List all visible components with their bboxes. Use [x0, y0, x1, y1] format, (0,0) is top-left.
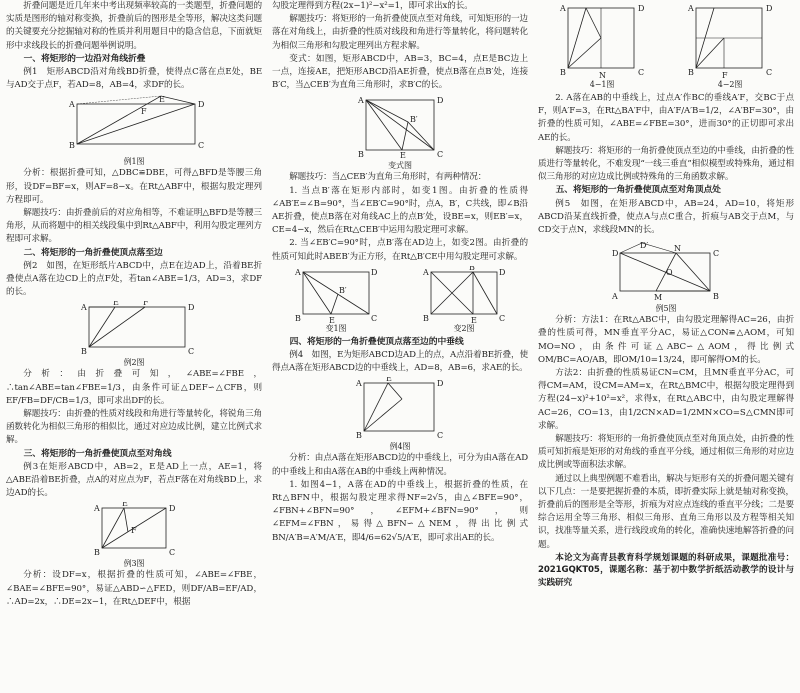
figure-4-1-caption: 4−1图 [589, 80, 615, 89]
svg-text:D: D [437, 379, 444, 389]
tip-1: 解题技巧：由折叠前后的对应角相等，不难证明△BFD是等腰三角形，从而将题中的相关线段集中到Rt△ABF中，利用勾股定理列方程即可求解。 [6, 208, 262, 245]
example-4-figure [350, 377, 450, 441]
svg-text:C: C [499, 313, 506, 323]
example-1-figure [59, 94, 209, 156]
column-3 [538, 0, 794, 590]
svg-text:B: B [94, 548, 100, 558]
svg-text:E: E [159, 95, 165, 105]
svg-text:A: A [358, 96, 364, 106]
section-4-heading: 四、将矩形的一角折叠使顶点落至边的中垂线 [289, 336, 464, 347]
analysis-5-method-2: 方法2：由折叠的性质易证CN=CM，且MN垂直平分AC，可得CM=AM，设CM=AM=x，在Rt△BMC中，根据勾股定理得到方程(24−x)²+10²=x²，求得x，在Rt△ABC中，由勾股定理解得AC=26，CO=13，由1/2CN×AD=1/2MN×CO=S△CMN即可求解。 [538, 368, 794, 431]
svg-text:C: C [638, 68, 645, 77]
svg-text:D: D [766, 4, 773, 13]
conclusion: 通过以上典型例题不难看出，解决与矩形有关的折叠问题关键有以下几点：一是要把握折叠的本质，即折叠实际上就是轴对称变换，折叠前后的图形是全等形，折痕为对应点连线的垂直平分线；二是要综合运用全等三角形、相似三角形、直角三角形以及方程等相关知识，找准等量关系，进行线段或角的转化，准确快速地解答折叠的问题。 [538, 473, 794, 550]
svg-text:E: E [329, 315, 335, 324]
example-2-caption: 例2图 [123, 358, 145, 368]
example-1-text: 例1 矩形ABCD沿对角线BD折叠，使得点C落在点E处，BE与AD交于点F，若AD=8，AB=4，求DF的长。 [6, 67, 262, 91]
svg-text:C: C [437, 150, 444, 160]
svg-text:A: A [295, 267, 301, 277]
example-3-caption: 例3图 [123, 559, 145, 569]
svg-text:B: B [81, 347, 87, 357]
svg-text:E: E [122, 502, 128, 509]
svg-text:B: B [713, 292, 719, 302]
column-2 [272, 0, 528, 545]
svg-text:N: N [674, 244, 681, 254]
svg-text:A: A [356, 379, 362, 389]
analysis-4: 分析：由点A落在矩形ABCD边的中垂线上，可分为由A落在AD的中垂线上和由A落在AB的中垂线上两种情况。 [272, 453, 528, 477]
svg-text:C: C [188, 347, 195, 357]
tip-4: 解题技巧：当△CEB′为直角三角形时，有两种情况： [289, 172, 487, 183]
svg-text:C: C [437, 431, 444, 441]
section-5-heading: 五、将矩形的一角折叠使顶点至对角顶点处 [555, 185, 721, 196]
example-4-caption: 例4图 [389, 442, 411, 452]
svg-text:B: B [356, 431, 362, 441]
intro-paragraph: 折叠问题是近几年来中考出现频率较高的一类题型，折叠问题的实质是图形的轴对称变换，折叠前后的图形是全等形，解决这类问题的关键要充分挖掘轴对称的性质并利用题目中的隐含信息，下面就矩形中求线段长的折叠问题举例说明。 [6, 1, 262, 51]
variant-caption: 变式图 [388, 161, 412, 171]
column-1 [6, 0, 262, 609]
analysis-5-method-1: 分析：方法1：在Rt△ABC中，由勾股定理解得AC=26，由折叠的性质可得，MN垂直平分AC，易证△CON≌△AOM，可知MO=NO，由条件可证△ABC∽△AOM，得比例式OM/BC=AO/AB，即OM/10=13/24，即可解得OM的长。 [538, 315, 794, 365]
svg-text:D: D [188, 303, 195, 313]
svg-text:C: C [766, 68, 773, 77]
tip-6: 解题技巧：将矩形的一角折叠使顶点至对角顶点处，由折叠的性质可知折痕是矩形的对角线的垂直平分线，通过相似三角形的对应边成比例或等面积法求解。 [538, 434, 794, 471]
analysis-1: 分析：根据折叠可知，△DBC≌DBE，可得△BFD是等腰三角形，设DF=BF=x，则AF=8−x。在Rt△ABF中，根据勾股定理列方程即可。 [6, 168, 262, 205]
svg-text:B: B [688, 68, 694, 77]
svg-text:D: D [437, 96, 444, 106]
svg-text:O: O [666, 268, 673, 278]
variant-1-caption: 变1图 [325, 323, 347, 333]
svg-text:F: F [722, 71, 728, 80]
funding-note: 本论文为高青县教育科学规划课题的科研成果，课题批准号：2021GQKT05，课题名称：基于初中数学折纸活动教学的设计与实践研究 [538, 552, 794, 589]
svg-text:A: A [688, 4, 694, 13]
svg-text:D: D [371, 267, 378, 277]
svg-text:A: A [94, 504, 100, 514]
svg-text:A: A [69, 100, 75, 110]
tip-2: 解题技巧：由折叠的性质对线段和角进行等量转化，将锐角三角函数转化为相似三角形的相似比，通过对应边成比例，建立比例式求解。 [6, 409, 262, 446]
svg-text:D: D [638, 4, 645, 13]
variant-2-caption: 变2图 [453, 323, 475, 333]
svg-text:B: B [295, 313, 301, 323]
svg-text:B′: B′ [339, 285, 347, 295]
example-5-caption: 例5图 [655, 304, 677, 314]
svg-text:C: C [198, 141, 205, 151]
svg-text:E: E [400, 151, 406, 161]
svg-text:B′: B′ [410, 115, 418, 125]
example-1-caption: 例1图 [123, 157, 145, 167]
variant-text: 变式：如图，矩形ABCD中，AB=3，BC=4，点E是BC边上一点，连接AE，把矩形ABCD沿AE折叠，使点B落在点B′处，连接B′C，当△CEB′为直角三角形时，求B′C的长。 [272, 53, 528, 91]
example-5-figure [606, 239, 726, 303]
solution-4-2: 2. A落在AB的中垂线上，过点A′作BC的垂线A′F，交BC于点F，则A′F=3，在Rt△BA′F中，由A′F/A′B=1/2，∠A′BF=30°，由折叠的性质可知，∠ABE=∠FBE=30°，进而30°的正切即可求出AE的长。 [538, 93, 794, 143]
svg-text:D′: D′ [640, 241, 649, 251]
svg-text:A: A [560, 4, 566, 13]
svg-text:D: D [612, 249, 619, 259]
case-2: 2. 当∠EB′C=90°时，点B′落在AD边上，如变2图。由折叠的性质可知此时ABEB′为正方形，在Rt△B′CE中用勾股定理可求解。 [272, 238, 528, 262]
variant-figures-row [272, 266, 528, 334]
example-3-text: 例3在矩形ABCD中，AB=2，E是AD上一点，AE=1，将△ABE沿着BE折叠，点A的对应点为F，若点F落在对角线BD上，求边AD的长。 [6, 461, 262, 499]
svg-text:C: C [169, 548, 176, 558]
solution-4-1: 1. 如图4−1，A落在AD的中垂线上，根据折叠的性质，在Rt△BFN中，根据勾股定理求得NF=2√5，由△∠BFE=90°，∠FBN+∠BFN=90°，∠EFM+∠BFN=90°，则∠EFM=∠FBN，易得△BFN∽△NEM，得出比例式BN/A′B=A′M/A′E，即4/6=62√5/A′E，即可求出AE的长。 [272, 479, 528, 543]
svg-text:N: N [599, 71, 606, 80]
svg-text:B: B [358, 150, 364, 160]
section-1-heading: 一、将矩形的一边沿对角线折叠 [23, 53, 146, 64]
tip-3: 解题技巧：将矩形的一角折叠使顶点至对角线，可知矩形的一边落在对角线上，由折叠的性质对线段和角进行等量转化，将问题转化为相似三角形和勾股定理列出方程求解。 [272, 14, 528, 51]
analysis-2: 分析：由折叠可知，∠ABE=∠FBE，∴tan∠ABE=tan∠FBE=1/3，由条件可证△DEF∽△CFB，则EF/FB=DF/CB=1/3，即可求出DF的长。 [6, 369, 262, 406]
svg-text:M: M [654, 293, 663, 303]
col2-continuation: 勾股定理得到方程(2x−1)²−x²=1，即可求出x的长。 [272, 1, 473, 11]
variant-2-figure [419, 266, 509, 324]
figure-4-2-caption: 4−2图 [717, 80, 743, 89]
section-3-heading: 三、将矩形的一角折叠使顶点至对角线 [23, 448, 172, 459]
svg-text:A: A [612, 292, 618, 302]
svg-text:F: F [141, 107, 147, 117]
svg-text:E: E [471, 315, 477, 324]
svg-text:D: D [198, 100, 205, 110]
svg-text:D: D [499, 267, 506, 277]
svg-text:C: C [713, 249, 720, 259]
example-3-figure [84, 502, 184, 558]
svg-text:F: F [143, 301, 149, 308]
example-4-subfigures-row [538, 2, 794, 90]
variant-figure [348, 94, 452, 160]
example-2-figure [69, 301, 199, 357]
example-4-text: 例4 如图，E为矩形ABCD边AD上的点，A点沿着BE折叠，使得点A落在矩形ABCD边的中垂线上，AD=8，AB=6，求AE的长。 [272, 350, 528, 374]
variant-1-figure [291, 266, 381, 324]
svg-text:E: E [386, 377, 392, 384]
svg-text:B: B [69, 141, 75, 151]
example-5-text: 例5 如图，在矩形ABCD中，AB=24，AD=10，将矩形ABCD沿某直线折叠，使点A与点C重合，折痕与AB交于点M，与CD交于点N，求线段MN的长。 [538, 198, 794, 236]
svg-text:E: E [113, 301, 119, 308]
svg-text:D: D [169, 504, 176, 514]
svg-text:B′: B′ [469, 265, 477, 272]
figure-4-1 [554, 2, 650, 80]
analysis-3: 分析：设DF=x，根据折叠的性质可知，∠ABE=∠FBE，∠BAE=∠BFE=90°，易证△ABD∽△FED，则DF/AB=EF/AD，∴AD=2x，∴DE=2x−1，在Rt△DEF中，根据 [6, 570, 262, 607]
svg-text:C: C [371, 313, 378, 323]
section-2-heading: 二、将矩形的一角折叠使顶点落至边 [23, 247, 163, 258]
svg-text:F: F [131, 526, 137, 536]
svg-text:A: A [81, 303, 87, 313]
tip-5: 解题技巧：将矩形的一角折叠使顶点至边的中垂线，由折叠的性质进行等量转化，不难发现“一线三垂直”相似模型或特殊角，通过相似三角形的对应边成比例或特殊角的三角函数求解。 [538, 145, 794, 183]
case-1: 1. 当点B′落在矩形内部时，如变1图。由折叠的性质得∠AB′E=∠B=90°，当∠EB′C=90°时，点A，B′，C共线，即∠B沿AE折叠，使点B落在对角线AC上的点B′处，设BE=x，则EB′=x，CE=4−x，然后在Rt△CEB′中运用勾股定理可求解。 [272, 185, 528, 236]
svg-text:B: B [560, 68, 566, 77]
svg-text:B: B [423, 313, 429, 323]
figure-4-2 [682, 2, 778, 80]
example-2-text: 例2 如图，在矩形纸片ABCD中，点E在边AD上，沿着BE折叠使点A落在边CD上的点F处，若tan∠ABE=1/3，AD=3，求DF的长。 [6, 260, 262, 298]
svg-text:A: A [423, 267, 429, 277]
